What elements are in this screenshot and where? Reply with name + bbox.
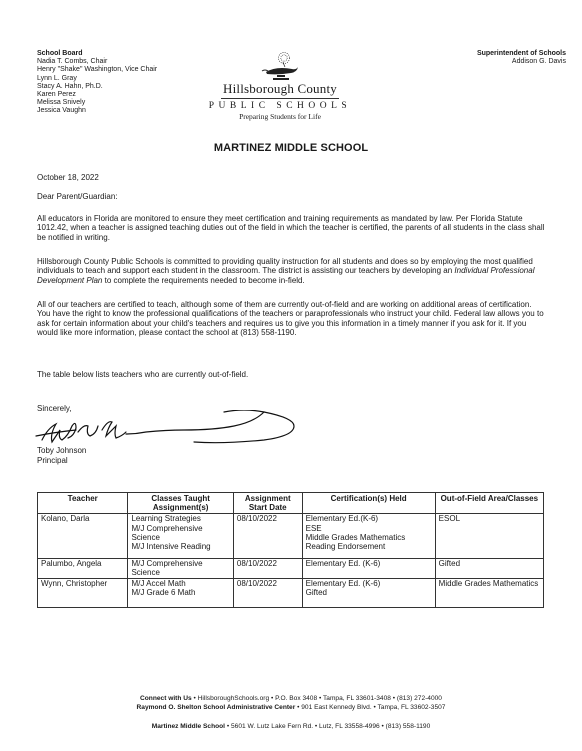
paragraph-text: Hillsborough County Public Schools is committed to providing quality instruction for all students and does so by employing the most qualified individuals to teach and support each student in the classroom. The district is assisting our teachers by developing an	[37, 257, 533, 276]
footer-text: • 5601 W. Lutz Lake Fern Rd. • Lutz, FL 33558-4996 • (813) 558-1190	[225, 723, 431, 730]
paragraph-certification-law: All educators in Florida are monitored to ensure they meet certification and training requirements as mandated by law. Per Florida Statute 1012.42, when a teacher is assigned teaching duties out of the field in which the teacher is certified, the parents of all students in the class shall be notified in writing.	[37, 214, 545, 242]
lamp-of-learning-icon	[250, 50, 310, 82]
start-date: 08/10/2022	[236, 578, 277, 588]
cert-item: Elementary Ed.(K-6)	[305, 514, 379, 524]
paragraph-district-commitment	[37, 257, 547, 285]
cell-teacher	[38, 578, 128, 607]
board-member: Jessica Vaughn	[37, 107, 86, 115]
cell-out-of-field	[435, 514, 543, 559]
table-row	[38, 559, 544, 578]
oof-item: ESOL	[438, 514, 461, 524]
cell-out-of-field	[435, 578, 543, 607]
cell-certifications	[302, 578, 435, 607]
footer-label: Raymond O. Shelton School Administrative Center	[136, 704, 296, 711]
paragraph-table-intro: The table below lists teachers who are currently out-of-field.	[37, 370, 249, 379]
footer-label: Martinez Middle School	[151, 723, 226, 730]
oof-item: Gifted	[438, 559, 461, 569]
start-date: 08/10/2022	[236, 559, 277, 569]
cell-start-date	[233, 514, 302, 559]
cert-item: Middle Grades Mathematics	[305, 532, 406, 542]
cert-item: Reading Endorsement	[305, 542, 386, 552]
cell-classes	[128, 578, 233, 607]
column-header-start-date: Assignment Start Date	[233, 493, 302, 514]
board-member: Lynn L. Gray	[37, 74, 77, 82]
column-header-out-of-field: Out-of-Field Area/Classes	[435, 493, 543, 514]
column-header-classes: Classes Taught Assignment(s)	[128, 493, 233, 514]
board-member: Stacy A. Hahn, Ph.D.	[37, 82, 103, 90]
teacher-name: Kolano, Darla	[41, 514, 90, 524]
cell-certifications	[302, 559, 435, 578]
school-title: MARTINEZ MIDDLE SCHOOL	[213, 142, 369, 154]
teacher-name: Wynn, Christopher	[41, 578, 108, 588]
letter-closing: Sincerely,	[37, 404, 72, 413]
cell-start-date	[233, 578, 302, 607]
out-of-field-table	[37, 492, 544, 608]
class-item: M/J Grade 6 Math	[131, 587, 196, 597]
footer-label: Connect with Us	[140, 695, 192, 702]
board-member: Karen Perez	[37, 91, 76, 99]
cert-item: Elementary Ed. (K-6)	[305, 559, 381, 569]
footer-admin-center-line	[0, 703, 582, 712]
oof-item: Middle Grades Mathematics	[438, 578, 539, 588]
cert-item: ESE	[305, 523, 322, 533]
board-member: Melissa Snively	[37, 99, 86, 107]
school-board-list	[37, 50, 157, 116]
district-tagline: Preparing Students for Life	[239, 112, 321, 121]
district-logo	[200, 50, 360, 121]
start-date: 08/10/2022	[236, 514, 277, 524]
paragraph-text: to complete the requirements needed to become in-field.	[102, 275, 305, 285]
class-item: M/J Comprehensive Science	[131, 523, 203, 542]
cell-start-date	[233, 559, 302, 578]
letter-date: October 18, 2022	[37, 173, 99, 182]
signer-title: Principal	[37, 456, 68, 465]
cert-item: Elementary Ed. (K-6)	[305, 578, 381, 588]
superintendent-name: Addison G. Davis	[511, 58, 566, 66]
school-board-heading: School Board	[37, 50, 83, 57]
letter-greeting: Dear Parent/Guardian:	[37, 192, 118, 201]
cert-item: Gifted	[305, 587, 327, 597]
cell-certifications	[302, 514, 435, 559]
superintendent-heading: Superintendent of Schools	[476, 50, 566, 57]
class-item: M/J Intensive Reading	[131, 542, 211, 552]
footer-school-line	[0, 722, 582, 731]
cell-out-of-field	[435, 559, 543, 578]
table-row	[38, 514, 544, 559]
logo-divider	[221, 98, 339, 99]
table-header-row	[38, 493, 544, 514]
class-item: M/J Comprehensive Science	[131, 559, 203, 578]
column-header-teacher: Teacher	[38, 493, 128, 514]
cell-classes	[128, 559, 233, 578]
teacher-name: Palumbo, Angela	[41, 559, 102, 569]
class-item: Learning Strategies	[131, 514, 201, 524]
column-header-certifications: Certification(s) Held	[302, 493, 435, 514]
plan-name: Individual Professional Development Plan	[37, 266, 535, 285]
superintendent-block	[477, 50, 566, 66]
table-row	[38, 578, 544, 607]
board-member: Nadia T. Combs, Chair	[37, 58, 108, 66]
cell-teacher	[38, 559, 128, 578]
paragraph-right-to-know: All of our teachers are certified to teach, although some of them are currently out-of-field and are working on additional areas of certification. You have the right to know the professional qualifications of the teachers or paraprofessionals who instruct your child. Federal law allows you to ask for certain information about your child's teachers and requires us to give you this information in a timely manner if you ask for it. If you would like more information, please contact the school at (813) 558-1190.	[37, 300, 544, 338]
board-member: Henry "Shake" Washington, Vice Chair	[37, 66, 158, 74]
class-item: M/J Accel Math	[131, 578, 186, 588]
cell-classes	[128, 514, 233, 559]
signer-name: Toby Johnson	[37, 446, 87, 455]
footer-text: • 901 East Kennedy Blvd. • Tampa, FL 33602-3507	[295, 704, 446, 711]
district-subtitle: PUBLIC SCHOOLS	[208, 101, 352, 111]
cell-teacher	[38, 514, 128, 559]
district-name: Hillsborough County	[223, 81, 337, 96]
footer-text: • HillsboroughSchools.org • P.O. Box 3408 • Tampa, FL 33601-3408 • (813) 272-4000	[191, 695, 442, 702]
footer-contact-line	[0, 694, 582, 703]
